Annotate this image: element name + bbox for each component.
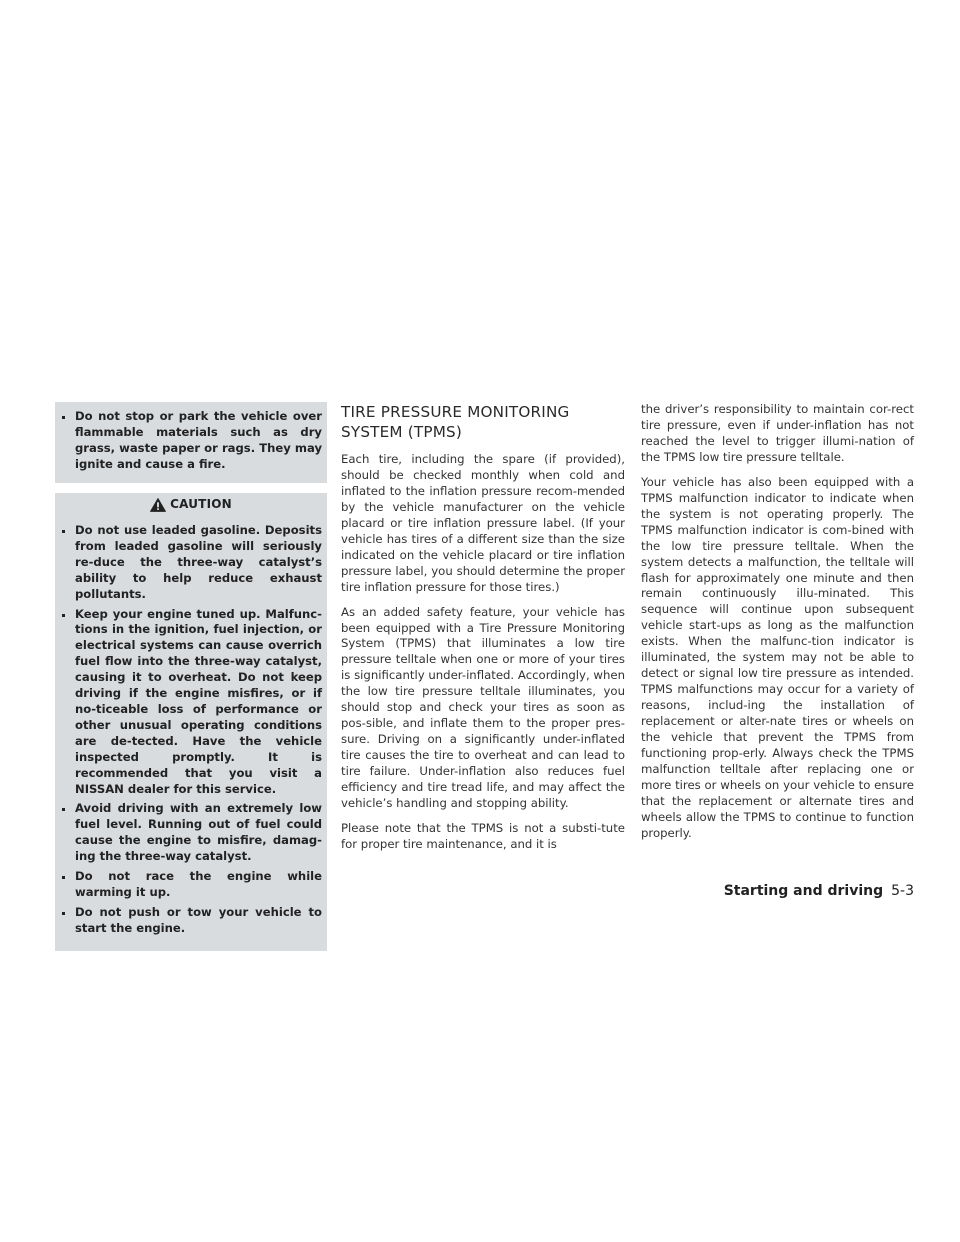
page-footer [724,883,914,899]
warning-box [55,402,327,483]
body-paragraph: Each tire, including the spare (if provided), should be checked monthly when cold and inflated to the inflation pressure recom-mended by the vehicle manufacturer on the vehicle placard or tire inflation pressure label. (If your vehicle has tires of a different size than the size indicated on the vehicle placard or tire inflation pressure label, you should determine the proper tire inflation pressure for those tires.) [341,452,625,594]
body-paragraph: As an added safety feature, your vehicle has been equipped with a Tire Pressure Monitoring System (TPMS) that illuminates a low tire pressure telltale when one or more of your tires is significantly under-inflated. Accordingly, when the low tire pressure telltale illuminates, you should stop and check your tires as soon as pos-sible, and inflate them to the proper pres-sure. Driving on a significantly under-inflated tire causes the tire to overheat and can lead to tire failure. Under-inflation also reduces fuel efficiency and tire tread life, and may affect the vehicle’s handling and stopping ability. [341,604,625,811]
caution-item: Avoid driving with an extremely low fuel level. Running out of fuel could cause the engine to misfire, damag-ing the three-way catalyst. [60,801,322,865]
warning-triangle-icon [150,498,166,512]
body-paragraph: Please note that the TPMS is not a substi-tute for proper tire maintenance, and it is [341,820,625,851]
caution-item: Do not push or tow your vehicle to start the engine. [60,905,322,937]
caution-title: CAUTION [170,497,232,512]
right-column [641,402,914,851]
caution-header [55,493,327,517]
page-number: 5-3 [891,883,914,899]
warning-item: Do not stop or park the vehicle over flammable materials such as dry grass, waste paper or rags. They may ignite and cause a fire. [60,409,322,473]
section-heading: TIRE PRESSURE MONITORING SYSTEM (TPMS) [341,403,570,441]
body-paragraph: the driver’s responsibility to maintain cor-rect tire pressure, even if under-inflation has not reached the level to trigger illumi-nation of the TPMS low tire pressure telltale. [641,402,914,464]
caution-item: Do not use leaded gasoline. Deposits from leaded gasoline will seriously re-duce the three-way catalyst’s ability to help reduce exhaust pollutants. [60,523,322,603]
caution-item: Keep your engine tuned up. Malfunc-tions in the ignition, fuel injection, or electrical systems can cause overrich fuel flow into the three-way catalyst, causing it to overheat. Do not keep driving if the engine misfires, or if no-ticeable loss of performance or other unusual operating conditions are de-tected. Have the vehicle inspected promptly. It is recommended that you visit a NISSAN dealer for this service. [60,607,322,798]
left-column [55,402,327,951]
body-paragraph: Your vehicle has also been equipped with a TPMS malfunction indicator to indicate when the system is not operating properly. The TPMS malfunction indicator is com-bined with the low tire pressure telltale. When the system detects a malfunction, the telltale will flash for approximately one minute and then remain continuously illu-minated. This sequence will continue upon subsequent vehicle start-ups as long as the malfunction exists. When the malfunc-tion indicator is illuminated, the system may not be able to detect or signal low tire pressure as intended. TPMS malfunctions may occur for a variety of reasons, includ-ing the installation of replacement or alter-nate tires or wheels on the vehicle that prevent the TPMS from functioning prop-erly. Always check the TPMS malfunction telltale after replacing one or more tires or wheels on your vehicle to ensure that the replacement or alternate tires and wheels allow the TPMS to continue to function properly. [641,474,914,840]
middle-column [341,402,625,862]
warning-list [60,409,322,473]
box-gap [55,483,327,493]
footer-section-title: Starting and driving [723,883,884,899]
caution-list [60,523,322,937]
caution-item: Do not race the engine while warming it up. [60,869,322,901]
caution-box [55,493,327,951]
